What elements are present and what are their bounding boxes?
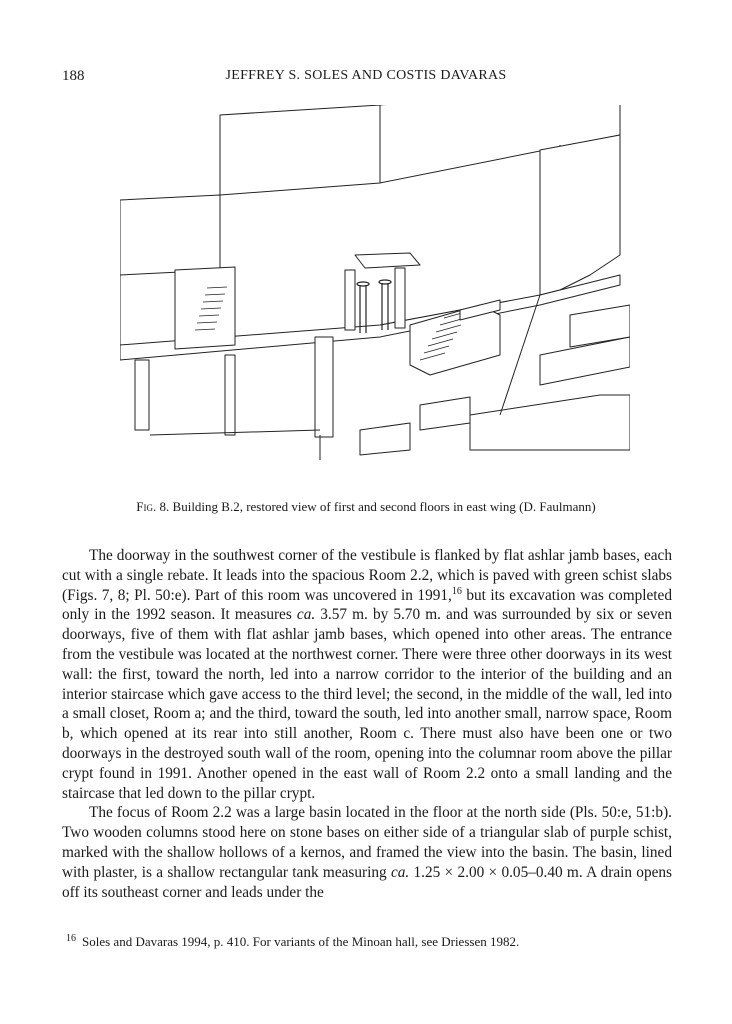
foundation-blocks <box>360 423 410 455</box>
footnote-ref: 16 <box>451 585 462 597</box>
paragraph-1-text-c: 3.57 m. by 5.70 m. and was surrounded by six or seven doorways, five of them with flat ashlar jamb bases, which opened into other areas. The entrance from the vestibule was located at the northwest corner. There were three other doorways in its west wall: the first, toward the north, led into a narrow corridor to the interior of the building and an interior staircase which gave access to the third level; the second, in the middle of the wall, led into a small closet, Room a; and the third, toward the south, led into another small, narrow space, Room b, which opened at its rear into still another, Room c. There must also have been one or two doorways in the destroyed south wall of the room, opening into the columnar room above the pillar crypt found in 1991. Another opened in the east wall of Room 2.2 onto a small landing and the staircase that led down to the pillar crypt. <box>62 606 672 802</box>
lightwell-opening <box>355 253 420 268</box>
running-head: JEFFREY S. SOLES AND COSTIS DAVARAS <box>225 68 507 83</box>
lower-terrace <box>470 395 630 450</box>
architectural-drawing <box>120 105 630 470</box>
paragraph-2 <box>62 803 672 902</box>
footnote-text: Soles and Davaras 1994, p. 410. For variants of the Minoan hall, see Driessen 1982. <box>82 934 520 949</box>
paragraph-1-text-b: but its excavation was completed only in the 1992 season. It measures <box>62 586 672 624</box>
paragraph-2-text-a: The focus of Room 2.2 was a large basin located in the floor at the north side (Pls. 50:e, 51:b). Two wooden columns stood here on stone bases on either side of a triangular slab of purple schist, marked with the shallow hollows of a kernos, and framed the view into the basin. The basin, lined with plaster, is a shallow rectangular tank measuring <box>62 804 672 881</box>
figure-caption <box>0 499 732 515</box>
upper-back-wall <box>220 105 380 195</box>
figure-caption-text: Building B.2, restored view of first and second floors in east wing (D. Faulmann) <box>172 499 596 514</box>
body-text <box>62 546 672 902</box>
footnote-number: 16 <box>66 932 76 944</box>
figure-label: Fig. 8. <box>136 499 170 514</box>
paragraph-1-text-a: The doorway in the southwest corner of the vestibule is flanked by flat ashlar jamb bases, each cut with a single rebate. It leads into the spacious Room 2.2, which is paved with green schist slabs (Figs. 7, 8; Pl. 50:e). Part of this room was uncovered in 1991, <box>62 547 672 604</box>
right-tower <box>540 135 620 295</box>
paragraph-1 <box>62 546 672 803</box>
paragraph-2-text-b: 1.25 × 2.00 × 0.05–0.40 m. A drain opens off its southeast corner and leads under the <box>62 863 672 901</box>
ca-abbrev: ca. <box>390 863 410 881</box>
page-number: 188 <box>62 68 85 84</box>
ca-abbrev: ca. <box>296 606 316 624</box>
footnote <box>66 934 519 950</box>
main-stair-block <box>410 305 500 375</box>
